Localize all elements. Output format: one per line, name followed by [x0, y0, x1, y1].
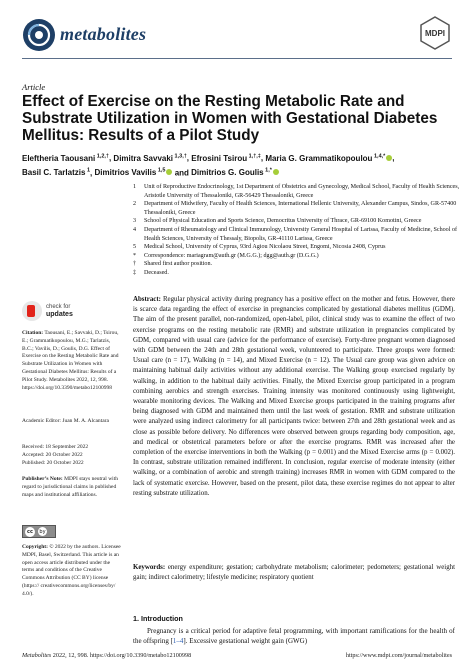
journal-name[interactable]: metabolites	[60, 24, 147, 44]
affiliation-text: Deceased.	[144, 269, 169, 276]
accepted-date: Accepted: 20 October 2022	[22, 451, 83, 458]
header-divider	[22, 58, 452, 59]
section-heading-introduction: 1. Introduction	[133, 614, 183, 623]
keywords-text: energy expenditure; gestation; carbohydrate metabolism; calorimeter; pedometers; gestational weight gain; indirect calorimetry; lifestyle medicine; respiratory quotient	[133, 564, 455, 581]
abstract	[133, 295, 455, 499]
editor-label: Academic Editor:	[22, 418, 61, 424]
affiliation-list	[133, 183, 463, 278]
check-for-updates-button[interactable]	[22, 300, 112, 322]
check-updates-line2: updates	[46, 311, 73, 318]
affiliation-mark: 4	[133, 226, 137, 233]
affiliation-text: Correspondence: mariagram@auth.gr (M.G.G.); dgg@auth.gr (D.G.G.)	[144, 252, 319, 259]
affiliation-mark: †	[133, 261, 137, 268]
affiliation-item	[133, 226, 463, 243]
affiliation-text: Shared first author position.	[144, 261, 213, 268]
affiliation-mark: 5	[133, 244, 137, 251]
dates-block	[22, 444, 122, 467]
received-date: Received: 18 September 2022	[22, 444, 89, 450]
affiliation-mark: 1	[133, 184, 137, 190]
author-affiliation-marks: 1,*	[263, 167, 272, 174]
affiliation-text: Medical School, University of Cyprus, 93rd Agiou Nicolaou Street, Engomi, Nicosia 2408, Cyprus	[144, 244, 386, 251]
affiliation-mark: ‡	[133, 269, 137, 276]
affiliation-mark: 2	[133, 201, 137, 208]
reference-link[interactable]: 1–4	[172, 636, 184, 645]
cc-by-license-badge[interactable]	[22, 525, 56, 538]
author-name[interactable]: Eleftheria Taousani $^{1,2,\dagger}$	[22, 153, 109, 163]
orcid-icon[interactable]	[166, 169, 172, 175]
publisher-note-text: MDPI stays neutral with regard to jurisdictional claims in published maps and institutional affiliations.	[22, 476, 118, 498]
footer-citation	[22, 652, 191, 659]
author-affiliation-marks: 1,2,†	[95, 153, 109, 159]
affiliation-item	[133, 183, 463, 200]
author-list: Eleftheria Taousani $^{1,2,\dagger}$, Dimitra Savvaki $^{1,3,\dagger}$, Efrosini Tsirou $^{1,\dagger,\ddagger}$, Maria G. Grammatikopoulou $^{1,4,*}$ , Basil C. Tarlatzis $^1$, Dimitrios Vavilis $^{1,5}$ and Dimitrios G. Goulis $^{1,*}$	[22, 153, 395, 178]
affiliation-text: School of Physical Education and Sports Science, Democritus University of Thrace, GR-69100 Komotini, Greece	[144, 218, 422, 225]
abstract-text: Regular physical activity during pregnancy has a positive effect on the mother and fetus. However, there is scarce data regarding the effect of exercise in pregnancies complicated by gestational diabetes mellitus (GDM). The aim of the present parallel, non-randomized, open-label, pilot, clinical study was to examine the effect of two exercise programs on the resting metabolic rate (RMR) and substrate utilization in pregnancies complicated by GDM, compared with usual care (advice for the performance of exercise). Forty-three pregnant women diagnosed with GDM between the 24th and 28th gestational week, volunteered to participate. Three groups were formed: Usual care (n = 17), Walking (n = 14), and Mixed Exercise (n = 12). The Usual care group was given advice on maintaining habitual daily activities without any additional exercise. The Walking group exercised regularly by walking, in addition to the habitual daily activities. Finally, the Mixed Exercise group participated in a program combining aerobics and strength exercises. Training intensity was monitored continuously using lightweight, wearable monitoring devices. The Walking and Mixed Exercise groups participated in the training programs after being diagnosed with GDM and maintained them until the last week of gestation. RMR and substrate utilization were analyzed using indirect calorimetry for all participants twice: between 27th and 28th gestational week and as close as possible before delivery. No differences were observed between groups regarding body composition, age, and medical or obstetrical parameters before or after the exercise programs. RMR was increased after the completion of the exercise interventions in both the Walking (p = 0.001) and the Mixed Exercise arms (p = 0.002). In contrast, substrate utilization remained indifferent. In conclusion, regular exercise of moderate intensity (either walking, or a combination of aerobic and strength training) increases RMR in women with GDM compared to the lack of systematic exercise. However, based on the present, pilot data, these exercise regimes do not appear to alter resting substrate utilization.	[133, 296, 455, 497]
affiliation-text: Department of Rheumatology and Clinical Immunology, University General Hospital of Larissa, Faculty of Medicine, School of Health Sciences, University of Thessaly, Biopolis, GR-41110 Larissa, Greece	[144, 226, 458, 242]
affiliation-text: Department of Midwifery, Faculty of Health Sciences, International Hellenic University, Alexander Campus, Sindos, GR-57400 Thessaloniki, Greece	[144, 201, 457, 216]
published-date: Published: 20 October 2022	[22, 459, 84, 466]
journal-logo-icon	[22, 18, 56, 52]
abstract-label: Abstract:	[133, 296, 161, 303]
affiliation-mark: *	[133, 252, 137, 259]
check-updates-line1: check for	[46, 304, 71, 310]
footer-journal: Metabolites	[22, 652, 52, 659]
author-name[interactable]: Dimitrios Vavilis $^{1,5}$	[94, 168, 172, 177]
article-type: Article	[22, 82, 46, 92]
mdpi-logo-icon[interactable]	[418, 16, 452, 50]
author-affiliation-marks: 1,4,*	[372, 153, 386, 159]
orcid-icon[interactable]	[273, 169, 279, 175]
editor-block	[22, 418, 122, 426]
orcid-icon[interactable]	[386, 155, 392, 161]
affiliation-mark: 3	[133, 218, 137, 225]
check-updates-icon	[22, 301, 42, 321]
publisher-note	[22, 476, 122, 499]
author-name[interactable]: Basil C. Tarlatzis $^1$	[22, 167, 91, 178]
citation-block	[22, 330, 122, 392]
footer-citation-text[interactable]: 2022, 12, 998. https://doi.org/10.3390/metabo12100998	[52, 652, 192, 659]
copyright-label: Copyright:	[22, 544, 48, 550]
footer-url[interactable]: https://www.mdpi.com/journal/metabolites	[345, 652, 452, 659]
copyright-text: © 2022 by the authors. Licensee MDPI, Basel, Switzerland. This article is an open access article distributed under the terms and conditions of the Creative Commons Attribution (CC BY) license (https:// creativecommons.org/licenses/by/ 4.0/).	[22, 544, 121, 597]
affiliation-text: Unit of Reproductive Endocrinology, 1st Department of Obstetrics and Gynecology, Medical School, Faculty of Health Sciences, Aristotle University of Thessaloniki, GR-56429 Thessaloniki, Greece	[144, 184, 460, 199]
publisher-note-label: Publisher’s Note:	[22, 476, 63, 482]
intro-text-start: Pregnancy is a critical period for adaptive fetal programming, with important ramifications for the health of the offspring [	[133, 627, 455, 645]
mdpi-logo-text: MDPI	[425, 29, 445, 38]
cc-icon: cc	[25, 527, 35, 537]
author-name[interactable]: Efrosini Tsirou $^{1,\dagger,\ddagger}$	[191, 153, 261, 163]
page-footer	[22, 652, 452, 659]
introduction-paragraph	[133, 627, 455, 646]
keywords	[133, 563, 455, 583]
citation-text[interactable]: Taousani, E.; Savvaki, D.; Tsirou, E.; Grammatikopoulou, M.G.; Tarlatzis, B.C.; Vavilis, D.; Goulis, D.G. Effect of Exercise on the Resting Metabolic Rate and Substrate Utilization in Women with Gestational Diabetes Mellitus: Results of a Pilot Study. Metabolites 2022, 12, 998. https://doi.org/10.3390/metabo12100998	[22, 330, 119, 391]
affiliation-item	[133, 217, 463, 226]
author-name[interactable]: Maria G. Grammatikopoulou $^{1,4,*}$	[265, 154, 392, 163]
affiliation-item	[133, 252, 463, 261]
affiliation-item	[133, 243, 463, 252]
author-affiliation-marks: 1,3,†	[173, 153, 187, 159]
citation-label: Citation:	[22, 330, 44, 336]
keywords-label: Keywords:	[133, 564, 166, 571]
intro-text-end: ]. Excessive gestational weight gain (GWG)	[183, 636, 308, 645]
author-affiliation-marks: 1	[85, 167, 91, 174]
author-name[interactable]: Dimitrios G. Goulis $^{1,*}$	[191, 168, 279, 177]
affiliation-item	[133, 260, 463, 269]
article-title: Effect of Exercise on the Resting Metabolic Rate and Substrate Utilization in Women with Gestational Diabetes Mellitus: Results of a Pilot Study	[22, 93, 438, 144]
editor-name: Juan M. A. Alcantara	[62, 418, 109, 424]
author-affiliation-marks: 1,†,‡	[247, 153, 261, 159]
copyright-block	[22, 544, 122, 599]
by-icon: by	[39, 528, 46, 535]
author-affiliation-marks: 1,5	[156, 167, 166, 174]
affiliation-item	[133, 269, 463, 278]
author-name[interactable]: Dimitra Savvaki $^{1,3,\dagger}$	[113, 153, 187, 163]
affiliation-item	[133, 200, 463, 217]
